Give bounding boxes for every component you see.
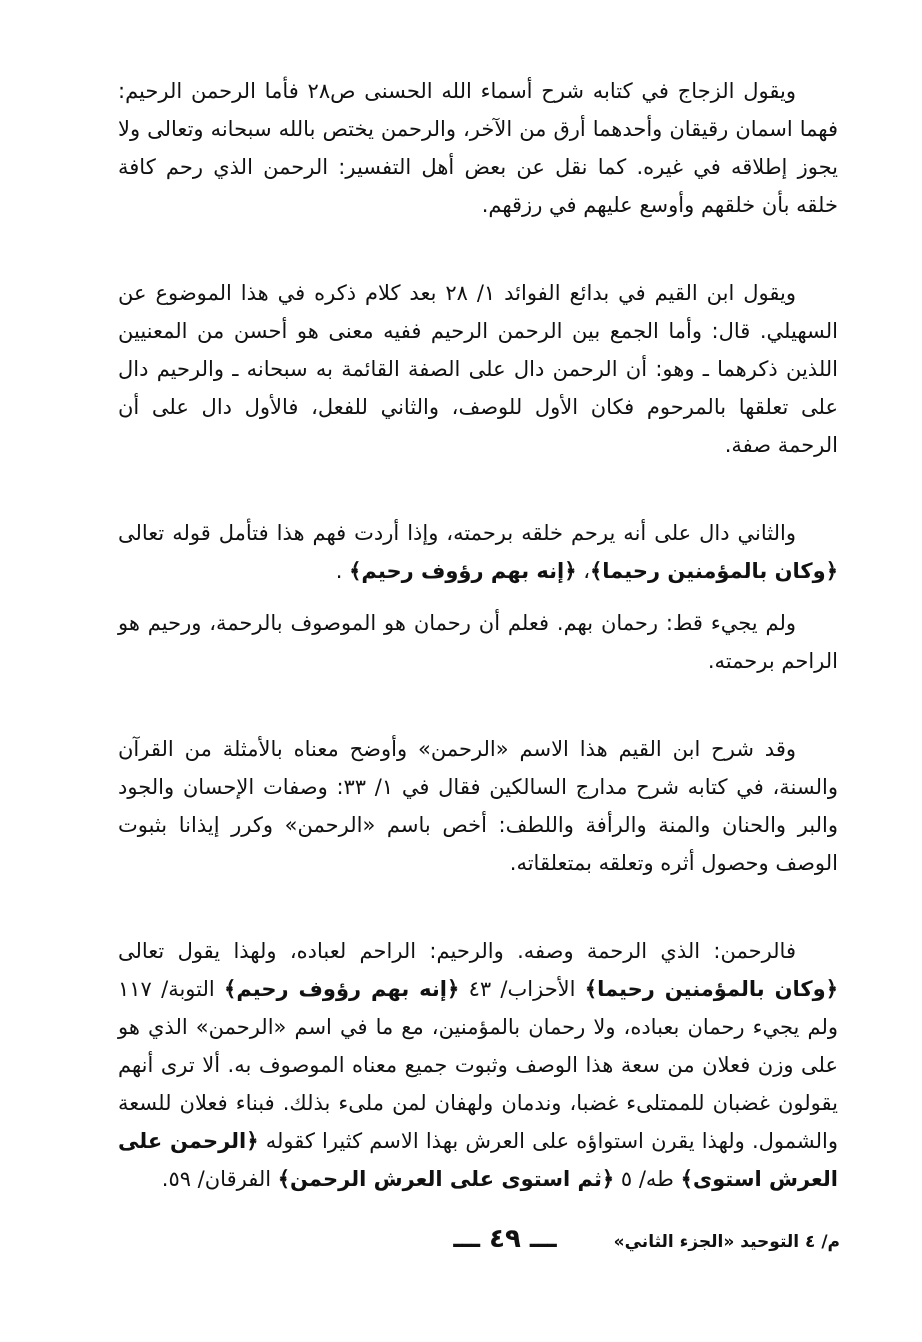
- paragraph-second-meaning: [118, 514, 838, 590]
- quran-verse: ﴿إنه بهم رؤوف رحيم﴾: [349, 559, 577, 583]
- separator: ،: [576, 559, 590, 583]
- paragraph-madarij: وقد شرح ابن القيم هذا الاسم «الرحمن» وأوضح معناه بالأمثلة من القرآن والسنة، في كتابه شرح مدارج السالكين فقال في ١/ ٣٣: وصفات الإحسان والجود والبر والحنان والمنة والرأفة واللطف: أخص باسم «الرحمن» وكرر إيذانا بثبوت الوصف وحصول أثره وتعلقه بمتعلقاته.: [118, 737, 838, 875]
- quran-verse: ﴿ثم استوى على العرش الرحمن﴾: [277, 1167, 615, 1191]
- paragraph-end: .: [335, 559, 343, 583]
- page-number: ـــ ٤٩ ـــ: [453, 1224, 557, 1254]
- paragraph-rahman-definition: [118, 932, 838, 1198]
- page-body: [118, 72, 838, 1272]
- book-title: م/ ٤ التوحيد «الجزء الثاني»: [613, 1232, 840, 1252]
- page-footer: [90, 1224, 850, 1264]
- paragraph-text: التوبة/ ١١٧ ولم يجيء رحمان بعباده، ولا رحمان بالمؤمنين، مع ما في اسم «الرحمن» الذي هو على وزن فعلان من سعة هذا الوصف وثبوت جميع معناه الموصوف به. ألا ترى أنهم يقولون غضبان للممتلىء غضبا، وندمان ولهفان لمن ملىء بذلك. فبناء فعلان للسعة والشمول. ولهذا يقرن استواؤه على العرش بهذا الاسم كثيرا كقوله: [118, 977, 838, 1153]
- paragraph-ibn-qayyim-badai: ويقول ابن القيم في بدائع الفوائد ١/ ٢٨ بعد كلام ذكره في هذا الموضوع عن السهيلي. قال: وأما الجمع بين الرحمن الرحيم ففيه معنى هو أحسن من المعنيين اللذين ذكرهما ـ وهو: أن الرحمن دال على الصفة القائمة به سبحانه ـ والرحيم دال على تعلقها بالمرحوم فكان الأول للوصف، والثاني للفعل، فالأول دال على أن الرحمة صفة.: [118, 281, 838, 457]
- quran-verse: ﴿وكان بالمؤمنين رحيما﴾: [584, 977, 838, 1001]
- reference: الأحزاب/ ٤٣: [459, 977, 585, 1001]
- quran-verse: ﴿الرحمن على العرش استوى﴾: [118, 1129, 838, 1191]
- paragraph-text: والثاني دال على أنه يرحم خلقه برحمته، وإذا أردت فهم هذا فتأمل قوله تعالى: [118, 521, 796, 545]
- quran-verse: ﴿وكان بالمؤمنين رحيما﴾: [589, 559, 838, 583]
- quran-verse: ﴿إنه بهم رؤوف رحيم﴾: [224, 977, 460, 1001]
- reference: طه/ ٥: [614, 1167, 681, 1191]
- paragraph-text: فالرحمن: الذي الرحمة وصفه. والرحيم: الراحم لعباده، ولهذا يقول تعالى: [118, 939, 796, 963]
- paragraph-rahman-bihim: ولم يجيء قط: رحمان بهم. فعلم أن رحمان هو الموصوف بالرحمة، ورحيم هو الراحم برحمته.: [118, 611, 838, 673]
- reference: الفرقان/ ٥٩.: [161, 1167, 278, 1191]
- paragraph-zajjaj: ويقول الزجاج في كتابه شرح أسماء الله الحسنى ص٢٨ فأما الرحمن الرحيم: فهما اسمان رقيقان وأحدهما أرق من الآخر، والرحمن يختص بالله سبحانه وتعالى ولا يجوز إطلاقه في غيره. كما نقل عن بعض أهل التفسير: الرحمن الذي رحم كافة خلقه بأن خلقهم وأوسع عليهم في رزقهم.: [118, 79, 838, 217]
